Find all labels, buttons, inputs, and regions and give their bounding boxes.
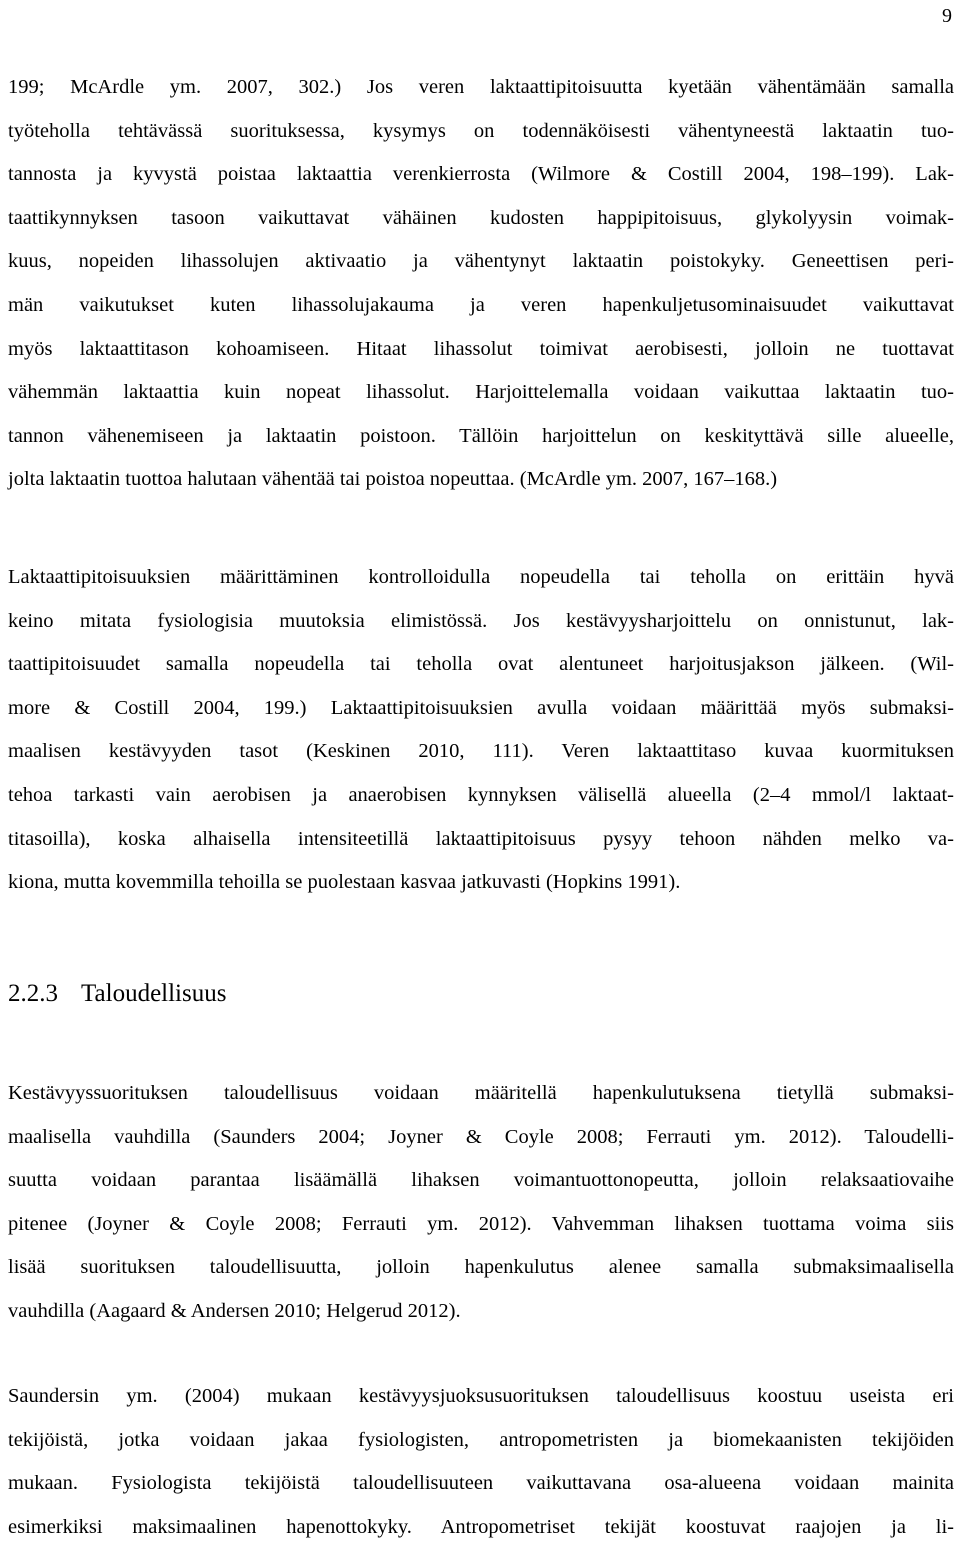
text-line: tehoa tarkasti vain aerobisen ja anaerobisen kynnyksen välisellä alueella (2–4 mmol/l laktaat- — [8, 783, 954, 806]
text-line: Laktaattipitoisuuksien määrittäminen kontrolloidulla nopeudella tai teholla on erittäin hyvä — [8, 566, 954, 588]
paragraph-economy-definition — [8, 1072, 954, 1334]
text-line: maalisen kestävyyden tasot (Keskinen 2010, 111). Veren laktaattitaso kuvaa kuormituksen — [8, 740, 954, 763]
paragraph-lactate-removal — [8, 66, 954, 502]
section-number: 2.2.3 — [8, 980, 58, 1007]
text-line: taattikynnyksen tasoon vaikuttavat vähäinen kudosten happipitoisuus, glykolyysin voimak- — [8, 206, 954, 229]
text-line: mukaan. Fysiologista tekijöistä taloudellisuuteen vaikuttavana osa-alueena voidaan mainita — [8, 1472, 954, 1495]
text-line: män vaikutukset kuten lihassolujakauma ja veren hapenkuljetusominaisuudet vaikuttavat — [8, 293, 954, 316]
paragraph-economy-factors — [8, 1375, 954, 1549]
paragraph-lactate-measurement — [8, 556, 954, 905]
section-heading — [8, 978, 226, 1010]
text-line: Kestävyyssuorituksen taloudellisuus voidaan määritellä hapenkulutuksena tietyllä submaksi- — [8, 1082, 954, 1104]
text-line: kuus, nopeiden lihassolujen aktivaatio ja vähentynyt laktaatin poistokyky. Geneettisen peri- — [8, 250, 954, 273]
text-line: tannosta ja kyvystä poistaa laktaattia verenkierrosta (Wilmore & Costill 2004, 198–199). Lak- — [8, 163, 954, 186]
text-line: myös laktaattitason kohoamiseen. Hitaat lihassolut toimivat aerobisesti, jolloin ne tuottavat — [8, 337, 954, 360]
text-line: vauhdilla (Aagaard & Andersen 2010; Helgerud 2012). — [8, 1299, 461, 1322]
text-line: kiona, mutta kovemmilla tehoilla se puolestaan kasvaa jatkuvasti (Hopkins 1991). — [8, 871, 681, 894]
text-line: keino mitata fysiologisia muutoksia elimistössä. Jos kestävyysharjoittelu on onnistunut, lak- — [8, 609, 954, 632]
section-title: Taloudellisuus — [81, 980, 227, 1007]
text-line: lisää suorituksen taloudellisuutta, jolloin hapenkulutus alenee samalla submaksimaalisella — [8, 1256, 954, 1279]
text-line: more & Costill 2004, 199.) Laktaattipitoisuuksien avulla voidaan määrittää myös submaksi- — [8, 696, 954, 719]
text-line: 199; McArdle ym. 2007, 302.) Jos veren laktaattipitoisuutta kyetään vähentämään samalla — [8, 76, 954, 98]
text-line: tannon vähenemiseen ja laktaatin poistoon. Tällöin harjoittelun on keskityttävä sille alueelle, — [8, 424, 954, 447]
text-line: jolta laktaatin tuottoa halutaan vähentää tai poistoa nopeuttaa. (McArdle ym. 2007, 167–168.) — [8, 468, 778, 491]
text-line: esimerkiksi maksimaalinen hapenottokyky. Antropometriset tekijät koostuvat raajojen ja li- — [8, 1515, 954, 1538]
text-line: vähemmän laktaattia kuin nopeat lihassolut. Harjoittelemalla voidaan vaikuttaa laktaatin tuo- — [8, 381, 954, 404]
text-line: taattipitoisuudet samalla nopeudella tai teholla ovat alentuneet harjoitusjakson jälkeen. (Wil- — [8, 653, 954, 676]
text-line: tekijöistä, jotka voidaan jakaa fysiologisten, antropometristen ja biomekaanisten tekijöiden — [8, 1428, 954, 1451]
text-line: pitenee (Joyner & Coyle 2008; Ferrauti ym. 2012). Vahvemman lihaksen tuottama voima siis — [8, 1212, 954, 1235]
page-number: 9 — [942, 5, 952, 27]
text-line: maalisella vauhdilla (Saunders 2004; Joyner & Coyle 2008; Ferrauti ym. 2012). Taloudelli- — [8, 1125, 954, 1148]
text-line: Saundersin ym. (2004) mukaan kestävyysjuoksusuorituksen taloudellisuus koostuu useista eri — [8, 1385, 954, 1407]
text-line: titasoilla), koska alhaisella intensiteetillä laktaattipitoisuus pysyy tehoon nähden melko va- — [8, 827, 954, 850]
text-line: työteholla tehtävässä suorituksessa, kysymys on todennäköisesti vähentyneestä laktaatin tuo- — [8, 119, 954, 142]
text-line: suutta voidaan parantaa lisäämällä lihaksen voimantuottonopeutta, jolloin relaksaatiovaihe — [8, 1169, 954, 1192]
